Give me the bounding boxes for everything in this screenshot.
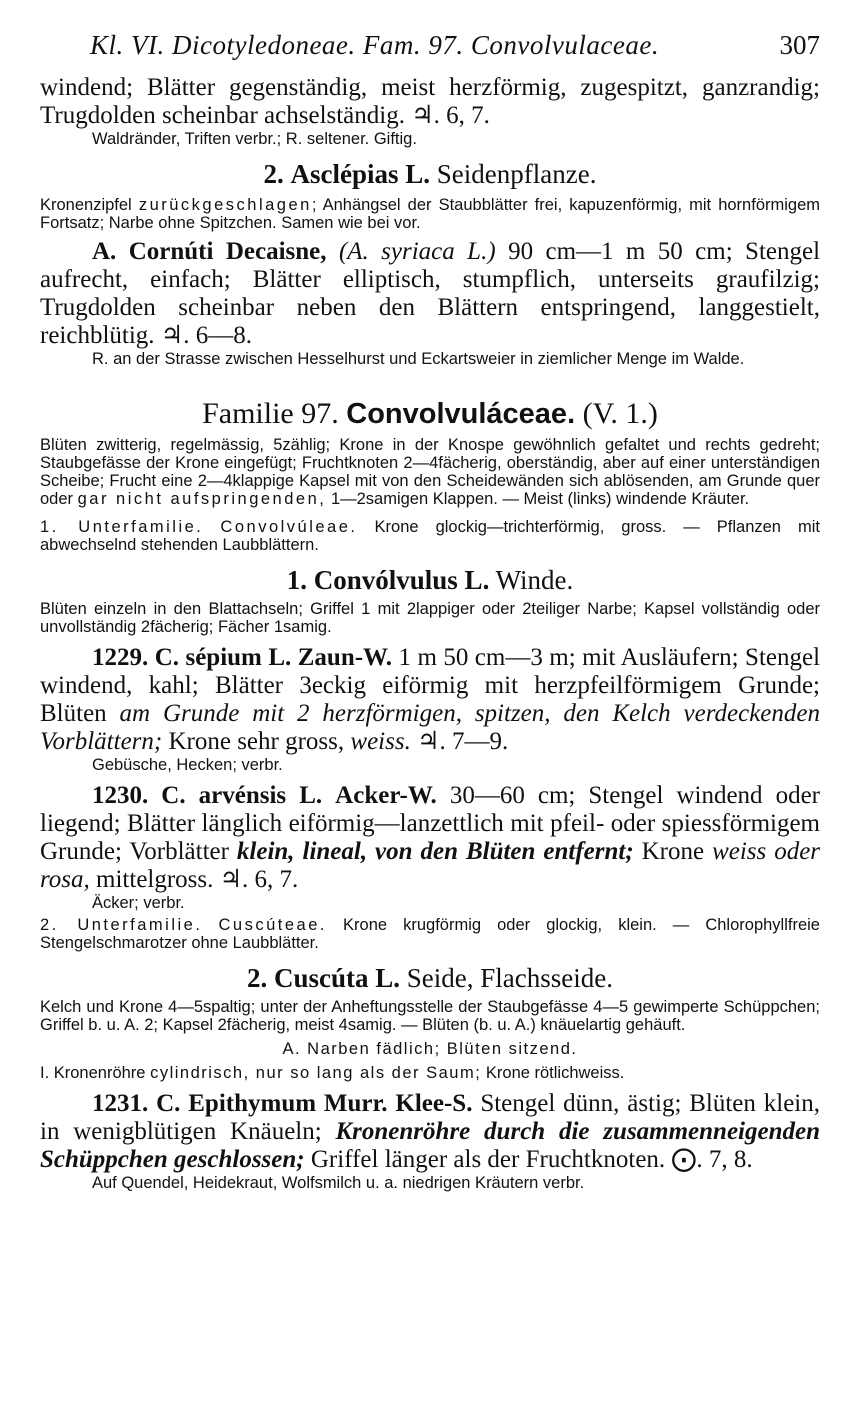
species-common-name: Acker-W.	[335, 782, 437, 809]
key-group-i	[40, 1064, 820, 1082]
species-common-name: Zaun-W.	[297, 644, 393, 671]
species-name: Cornúti Decaisne,	[128, 238, 327, 265]
species-1231	[40, 1090, 820, 1174]
genus-heading-convolvulus	[40, 564, 820, 596]
genus-description: Blüten einzeln in den Blattachseln; Griffel 1 mit 2lappiger oder 2teiliger Narbe; Kapsel vollständig oder unvollständig 2fächerig; Fächer 1samig.	[40, 600, 820, 636]
species-common-name: Klee-S.	[395, 1090, 473, 1117]
species-name: C. arvénsis L.	[161, 782, 323, 809]
species-text: Griffel länger als der Fruchtknoten. ⨀. 7, 8.	[310, 1146, 753, 1173]
species-entry	[40, 238, 820, 350]
species-text: Krone	[641, 838, 705, 865]
genus-name: Asclépias L.	[290, 159, 431, 189]
family-heading	[40, 396, 820, 432]
key-group-a: A. Narben fädlich; Blüten sitzend.	[282, 1040, 578, 1058]
species-italic-text: klein, lineal, von den Blüten entfernt;	[236, 838, 634, 865]
species-synonym: (A. syriaca L.)	[338, 238, 496, 265]
key-spaced-text: cylindrisch, nur so lang als der Saum;	[150, 1064, 482, 1082]
subfamily-text: Krone glockig—trichterförmig, gross. — Pflanzen mit abwechselnd stehenden Laubblättern.	[40, 518, 820, 554]
desc-text: Blüten zwitterig, regelmässig, 5zählig; Krone in der Knospe gewöhnlich gefaltet und rechts gedreht; Staubgefässe der Krone eingefügt; Fruchtknoten 2—4fächerig, oberständig, aber auf einer unterständigen Scheibe; Frucht eine 2—4klappige Kapsel mit von den Scheidewänden sich ablösenden, am Grunde quer oder	[40, 436, 820, 508]
desc-text: ; Anhängsel der Staubblätter frei, kapuzenförmig, mit hornförmigem Fortsatz; Narbe ohne Spitzchen. Samen wie bei vor.	[40, 196, 820, 232]
species-number: 1229.	[92, 644, 149, 671]
species-text: Stengel dünn, ästig; Blüten klein, in wenigblütigen Knäueln;	[40, 1090, 820, 1145]
genus-heading-cuscuta	[40, 962, 820, 994]
genus-common-name: Seide, Flachsseide.	[406, 963, 613, 993]
key-text: I. Kronenröhre	[40, 1064, 146, 1082]
habitat-note: Auf Quendel, Heidekraut, Wolfsmilch u. a. niedrigen Kräutern verbr.	[92, 1174, 585, 1192]
subfamily-text: Krone krugförmig oder glockig, klein. — Chlorophyllfreie Stengelschmarotzer ohne Laubblätter.	[40, 916, 820, 952]
genus-name: Cuscúta L.	[274, 963, 401, 993]
genus-number: 1.	[286, 565, 307, 595]
genus-name: Convólvulus L.	[313, 565, 490, 595]
habitat-note: Äcker; verbr.	[92, 894, 185, 912]
desc-text: 1—2samigen Klappen. — Meist (links) windende Kräuter.	[330, 490, 750, 508]
species-italic-text: Kronenröhre durch die zusammenneigenden Schüppchen geschlossen;	[40, 1118, 821, 1173]
desc-spaced-text: zurückgeschlagen	[138, 196, 312, 214]
page-number: 307	[779, 30, 820, 60]
species-italic-text: weiss oder rosa,	[40, 838, 821, 893]
family-description	[40, 436, 820, 508]
species-italic-text: weiss.	[350, 728, 411, 755]
species-text: ♃. 7—9.	[417, 728, 509, 755]
species-text: 1 m 50 cm—3 m; mit Ausläufern; Stengel windend, kahl; Blätter 3eckig eiförmig mit herzpfeilförmigem Grunde; Blüten	[40, 644, 821, 727]
genus-description: Kelch und Krone 4—5spaltig; unter der Anheftungsstelle der Staubgefässe 4—5 gewimperte Schüppchen; Griffel b. u. A. 2; Kapsel 2fächerig, meist 4samig. — Blüten (b. u. A.) knäuelartig gehäuft.	[40, 998, 820, 1034]
key-text: Krone rötlichweiss.	[485, 1064, 625, 1082]
habitat-note: R. an der Strasse zwischen Hesselhurst und Eckartsweier in ziemlicher Menge im Walde.	[92, 350, 745, 368]
subfamily-label: 2. Unterfamilie.	[40, 916, 203, 934]
family-name: Convolvuláceae.	[346, 398, 576, 430]
species-name: C. Epithymum Murr.	[156, 1090, 388, 1117]
genus-number: 2.	[247, 963, 268, 993]
subfamily-1	[40, 518, 820, 554]
subfamily-name: Convolvúleae.	[220, 518, 358, 536]
habitat-note: Waldränder, Triften verbr.; R. seltener. Giftig.	[92, 130, 417, 148]
genus-number: 2.	[263, 159, 284, 189]
subfamily-name: Cuscúteae.	[218, 916, 327, 934]
continued-text: windend; Blätter gegenständig, meist herzförmig, zugespitzt, ganzrandig; Trugdolden scheinbar achselständig. ♃. 6, 7.	[40, 74, 820, 129]
subfamily-label: 1. Unterfamilie.	[40, 518, 204, 536]
species-text: Krone sehr gross,	[168, 728, 345, 755]
genus-common-name: Seidenpflanze.	[436, 159, 597, 189]
species-number: 1231.	[92, 1090, 149, 1117]
subfamily-2	[40, 916, 820, 952]
habitat-note: Gebüsche, Hecken; verbr.	[92, 756, 283, 774]
species-1229	[40, 644, 820, 756]
desc-text: Kronenzipfel	[40, 196, 132, 214]
genus-common-name: Winde.	[495, 565, 574, 595]
family-label: Familie 97.	[202, 397, 339, 430]
running-header	[90, 30, 820, 70]
species-text: 30—60 cm; Stengel windend oder liegend; Blätter länglich eiförmig—lanzettlich mit pfeil- oder spiessförmigem Grunde; Vorblätter	[40, 782, 821, 865]
species-italic-text: am Grunde mit 2 herzförmigen, spitzen, den Kelch verdeckenden Vorblättern;	[40, 700, 820, 755]
species-number: 1230.	[92, 782, 149, 809]
species-text: 90 cm—1 m 50 cm; Stengel aufrecht, einfach; Blätter elliptisch, stumpflich, unterseits graufilzig; Trugdolden scheinbar neben den Blättern entspringend, langgestielt, reichblütig. ♃. 6—8.	[40, 238, 821, 349]
species-label: A.	[92, 238, 117, 265]
family-class: (V. 1.)	[582, 397, 658, 430]
species-name: C. sépium L.	[154, 644, 292, 671]
desc-spaced-text: gar nicht aufspringenden,	[77, 490, 327, 508]
species-1230	[40, 782, 820, 894]
header-title: Kl. VI. Dicotyledoneae. Fam. 97. Convolvulaceae.	[90, 30, 660, 60]
species-text: mittelgross. ♃. 6, 7.	[96, 866, 299, 893]
genus-heading-asclepias	[40, 158, 820, 190]
genus-description	[40, 196, 820, 232]
